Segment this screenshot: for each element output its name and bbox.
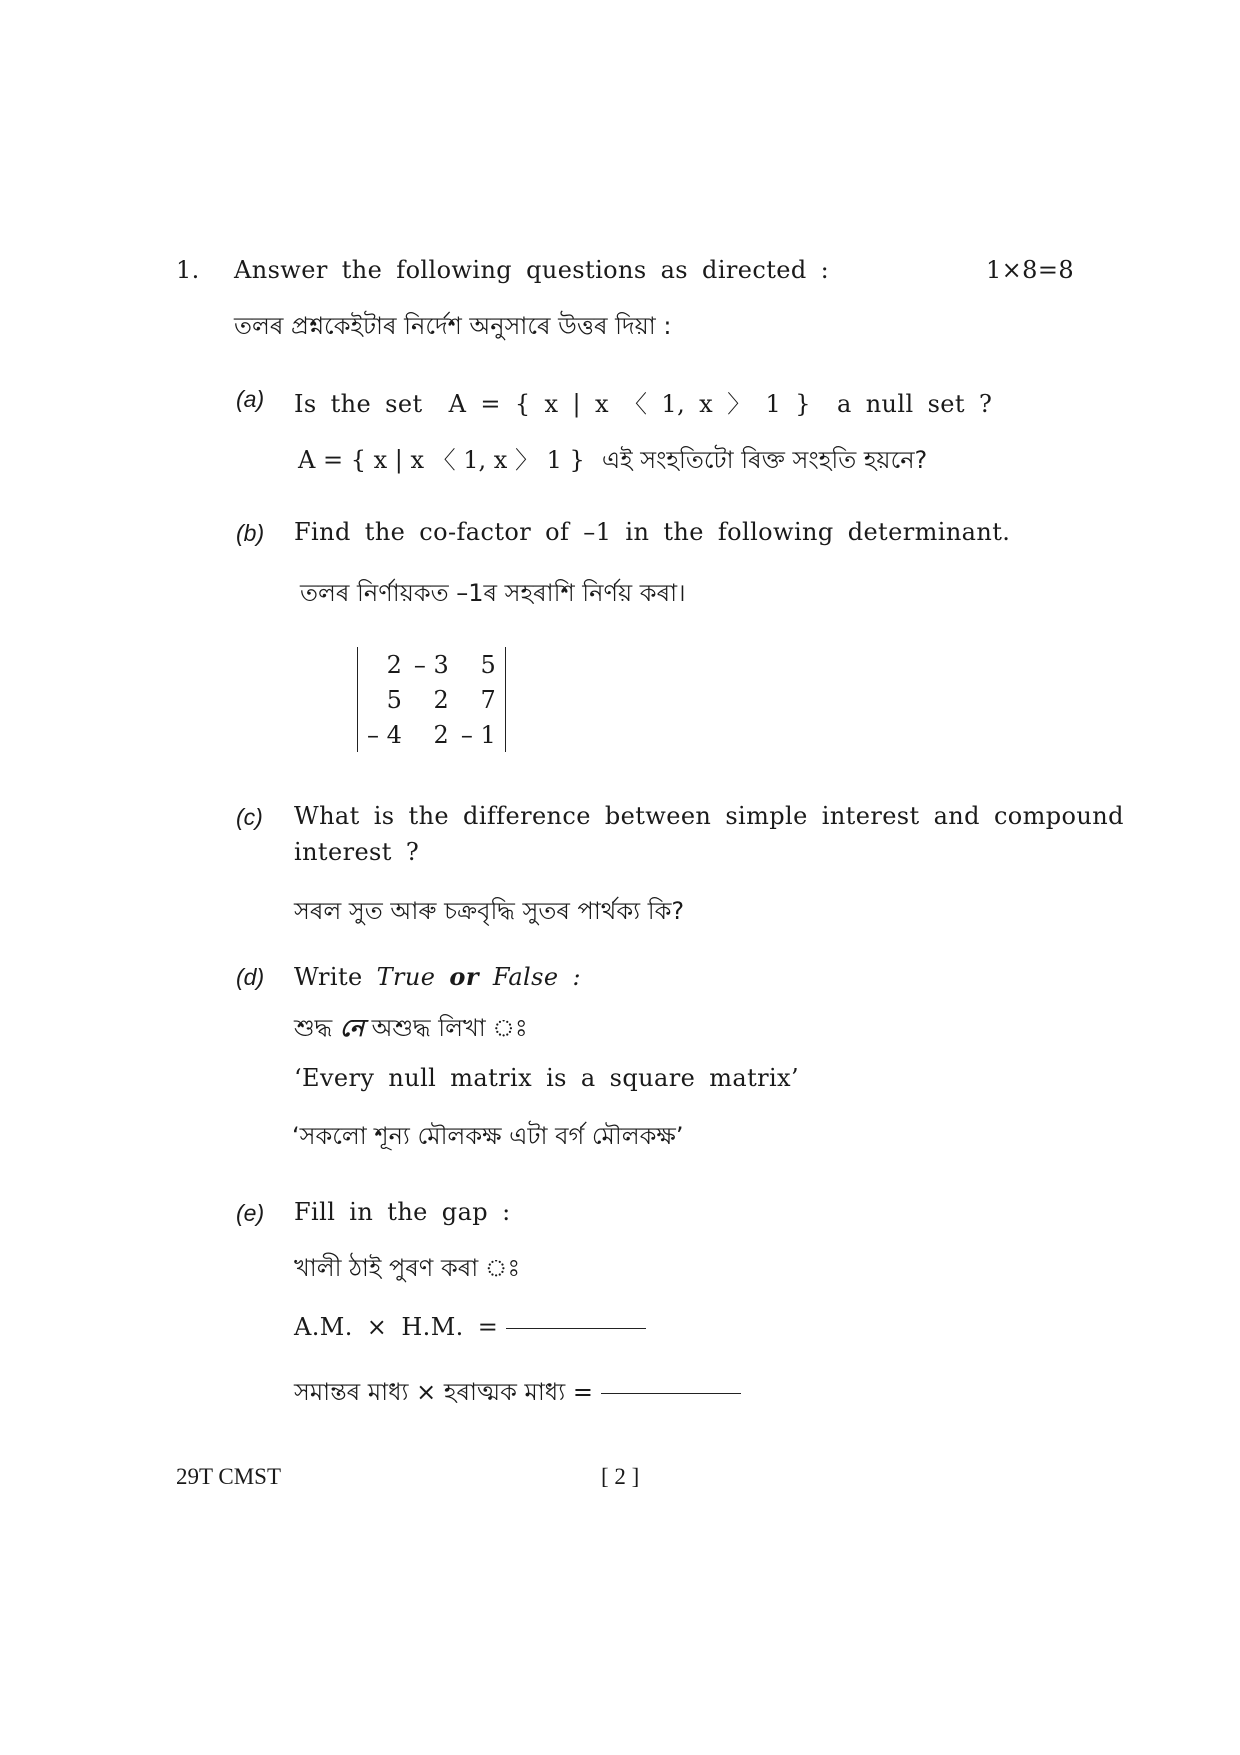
question-marks: 1×8=8 — [986, 256, 1075, 284]
part-d-label: (d) — [236, 964, 265, 990]
part-d-as-or: নে — [339, 1014, 364, 1042]
part-d-as-false: অশুদ্ধ লিখা ঃ — [371, 1014, 528, 1042]
part-a-label: (a) — [236, 386, 265, 412]
question-instruction-en: Answer the following questions as directed : — [234, 256, 830, 284]
part-b-label: (b) — [236, 520, 265, 546]
part-e-expression-as — [294, 1374, 741, 1414]
determinant — [357, 647, 506, 752]
answer-blank-line — [506, 1328, 646, 1329]
question-number: 1. — [176, 256, 200, 284]
part-a-text-post: a null set ? — [836, 390, 993, 418]
determinant-row — [361, 717, 502, 752]
answer-blank-line — [601, 1393, 741, 1394]
part-d-as-true: শুদ্ধ — [294, 1014, 333, 1042]
part-a-text-pre: Is the set — [294, 390, 423, 418]
part-d-question-as — [294, 1010, 528, 1050]
part-e-question-en: Fill in the gap : — [294, 1198, 511, 1226]
determinant-cell: 7 — [480, 685, 496, 714]
part-a-set-expression: A = { x | x 〈 1, x 〉 1 } — [448, 390, 811, 418]
part-d-false: False : — [492, 963, 581, 991]
determinant-row — [361, 682, 502, 717]
part-e-expr-en-text: A.M. × H.M. = — [294, 1313, 499, 1341]
part-d-statement-as: ‘সকলো শূন্য মৌলকক্ষ এটা বৰ্গ মৌলকক্ষ’ — [292, 1122, 684, 1150]
part-d-question-en — [294, 962, 581, 991]
determinant-cell: – 3 — [413, 650, 449, 679]
part-d-write: Write — [294, 963, 363, 991]
determinant-cell: – 4 — [367, 720, 402, 749]
question-instruction-as: তলৰ প্ৰশ্নকেইটাৰ নিৰ্দেশ অনুসাৰে উত্তৰ দিয়া : — [234, 312, 672, 340]
part-a-set-expression-as: A = { x | x 〈 1, x 〉 1 } — [298, 446, 585, 474]
paper-code: 29T CMST — [176, 1464, 282, 1489]
part-a-question-as — [298, 440, 927, 482]
determinant-cell: 2 — [386, 650, 402, 679]
part-c-label: (c) — [236, 804, 263, 830]
part-a-question-en — [294, 384, 992, 419]
part-d-statement-en: ‘Every null matrix is a square matrix’ — [294, 1064, 800, 1092]
part-d-true: True — [376, 963, 436, 991]
determinant-row — [361, 647, 502, 682]
part-a-text-as: এই সংহতিটো ৰিক্ত সংহতি হয়নে? — [601, 446, 928, 474]
determinant-cell: – 1 — [460, 720, 496, 749]
part-c-question-en-line2: interest ? — [294, 838, 420, 866]
determinant-cell: 5 — [480, 650, 496, 679]
determinant-cell: 2 — [433, 720, 449, 749]
page-number: [ 2 ] — [601, 1464, 640, 1489]
part-b-question-as: তলৰ নিৰ্ণায়কত –1ৰ সহৰাশি নিৰ্ণয় কৰা। — [300, 579, 686, 607]
determinant-cell: 5 — [386, 685, 402, 714]
part-d-or: or — [449, 962, 479, 991]
part-c-question-as: সৰল সুত আৰু চক্ৰবৃদ্ধি সুতৰ পাৰ্থক্য কি? — [294, 897, 685, 925]
part-b-question-en: Find the co-factor of –1 in the following determinant. — [294, 518, 1011, 546]
part-e-expr-as-text: সমান্তৰ মাধ্য × হৰাত্মক মাধ্য = — [294, 1378, 593, 1406]
part-e-label: (e) — [236, 1200, 265, 1226]
part-e-expression-en — [294, 1313, 646, 1341]
part-e-question-as: খালী ঠাই পুৰণ কৰা ঃ — [294, 1254, 521, 1282]
determinant-cell: 2 — [433, 685, 449, 714]
part-c-question-en-line1: What is the difference between simple interest and compound — [294, 802, 1124, 830]
